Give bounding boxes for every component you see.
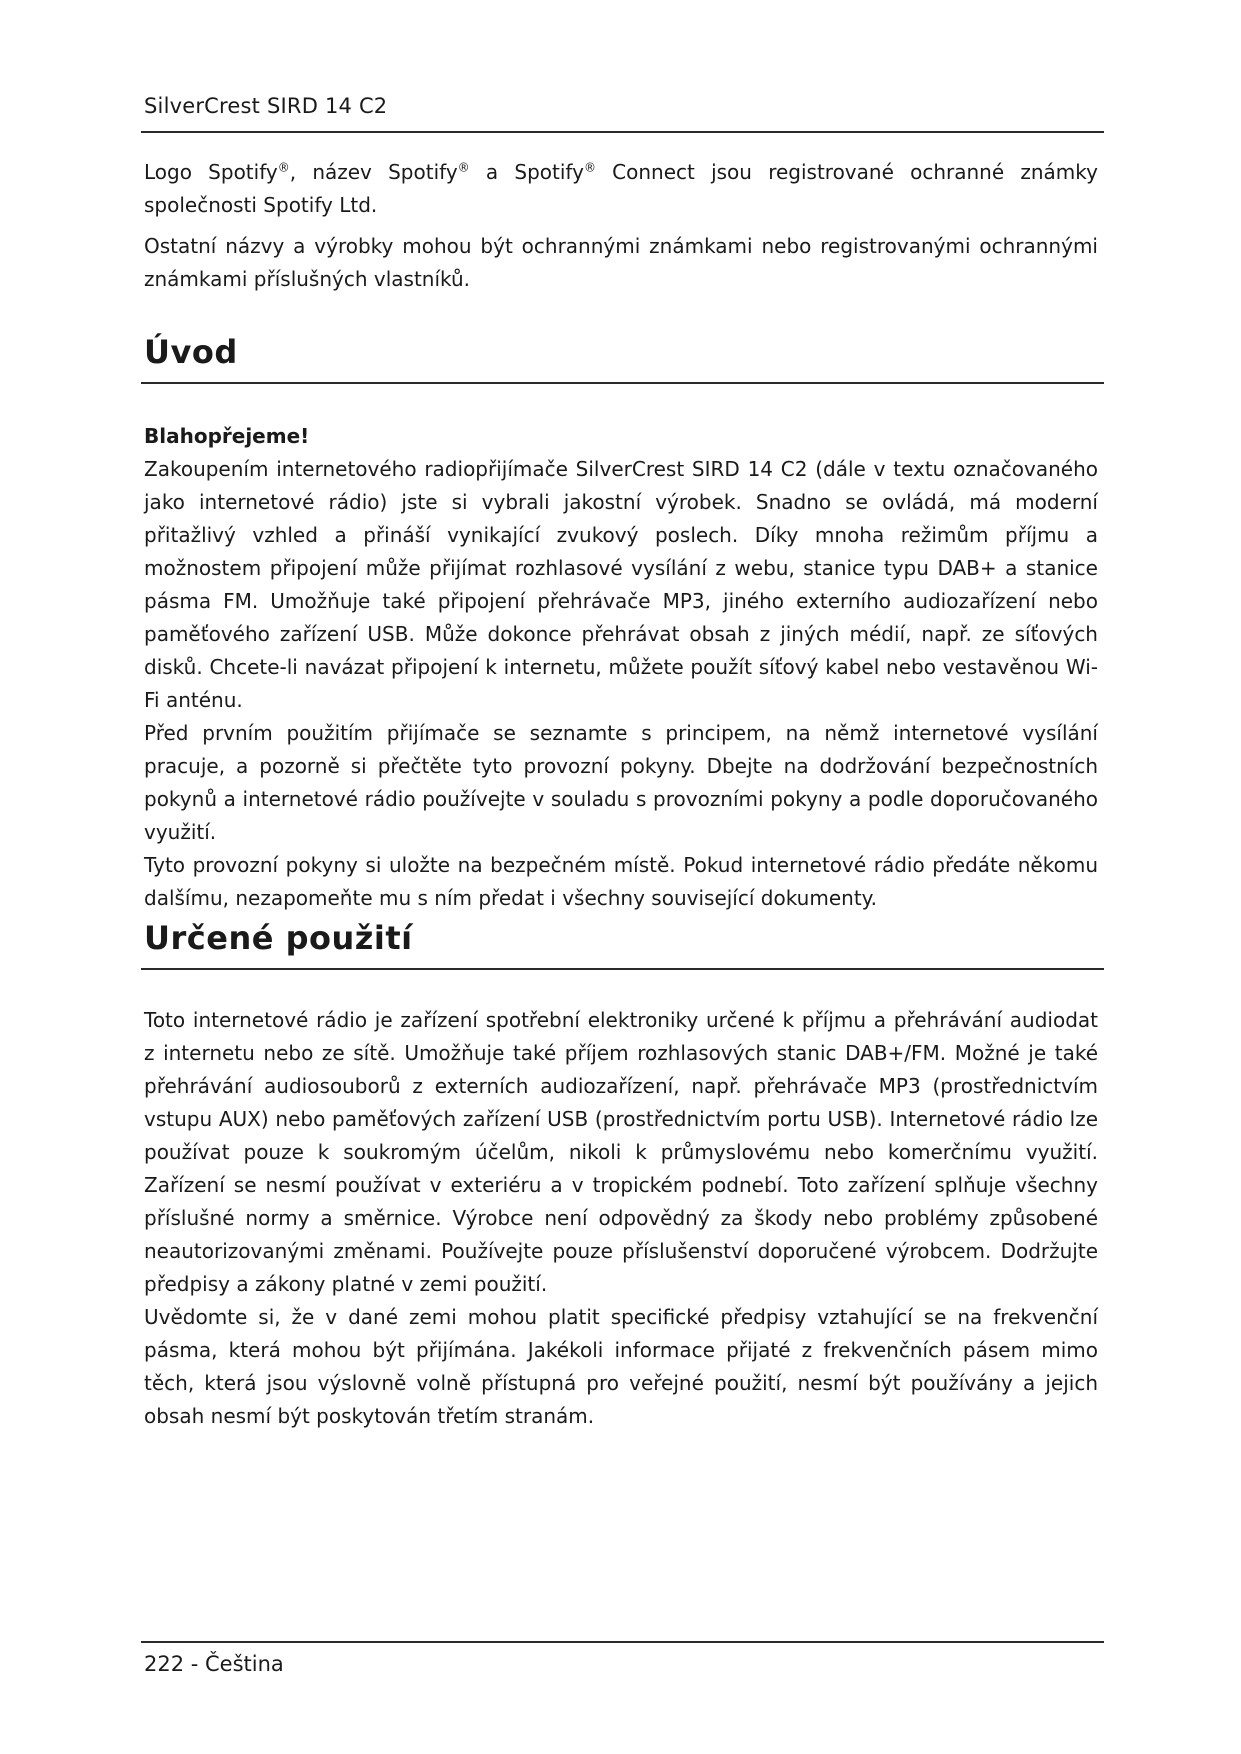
section-heading-intended-use: Určené použití xyxy=(144,919,413,957)
intended-use-paragraph-1: Toto internetové rádio je zařízení spotřební elektroniky určené k příjmu a přehrávání audiodat z internetu nebo ze sítě. Umožňuje také příjem rozhlasových stanic DAB+/FM. Možné je také přehrávání audiosouborů z externích audiozařízení, např. přehrávače MP3 (prostřednictvím vstupu AUX) nebo paměťových zařízení USB (prostřednictvím portu USB). Internetové rádio lze používat pouze k soukromým účelům, nikoli k průmyslovému nebo komerčnímu využití. Zařízení se nesmí používat v exteriéru a v tropickém podnebí. Toto zařízení splňuje všechny příslušné normy a směrnice. Výrobce není odpovědný za škody nebo problémy způsobené neautorizovanými změnami. Používejte pouze příslušenství doporučené výrobcem. Dodržujte předpisy a zákony platné v zemi použití. xyxy=(144,1008,1098,1296)
registered-mark: ® xyxy=(277,160,290,175)
intro-paragraph-2: Před prvním použitím přijímače se seznamte s principem, na němž internetové vysílání pracuje, a pozorně si přečtěte tyto provozní pokyny. Dbejte na dodržování bezpečnostních pokynů a internetové rádio používejte v souladu s provozními pokyny a podle doporučovaného využití. xyxy=(144,721,1098,844)
running-header: SilverCrest SIRD 14 C2 xyxy=(144,94,388,118)
header-divider xyxy=(141,131,1104,133)
section-divider-intended-use xyxy=(141,968,1104,970)
section-divider-intro xyxy=(141,382,1104,384)
intended-use-paragraph-2: Uvědomte si, že v dané zemi mohou platit specifické předpisy vztahující se na frekvenční pásma, která mohou být přijímána. Jakékoli informace přijaté z frekvenčních pásem mimo těch, která jsou výslovně volně přístupná pro veřejné použití, nesmí být používány a jejich obsah nesmí být poskytován třetím stranám. xyxy=(144,1305,1098,1428)
subheading-congratulations: Blahopřejeme! xyxy=(144,424,310,448)
registered-mark: ® xyxy=(583,160,596,175)
trademark-notice xyxy=(144,156,1098,296)
section-intended-use-heading-block xyxy=(144,919,1098,957)
footer-divider xyxy=(141,1641,1104,1643)
intro-paragraph-3: Tyto provozní pokyny si uložte na bezpečném místě. Pokud internetové rádio předáte někomu dalšímu, nezapomeňte mu s ním předat i všechny související dokumenty. xyxy=(144,853,1098,910)
intro-paragraph-1: Zakoupením internetového radiopřijímače SilverCrest SIRD 14 C2 (dále v textu označovaného jako internetové rádio) jste si vybrali jakostní výrobek. Snadno se ovládá, má moderní přitažlivý vzhled a přináší vynikající zvukový poslech. Díky mnoha režimům příjmu a možnostem připojení může přijímat rozhlasové vysílání z webu, stanice typu DAB+ a stanice pásma FM. Umožňuje také připojení přehrávače MP3, jiného externího audiozařízení nebo paměťového zařízení USB. Může dokonce přehrávat obsah z jiných médií, např. ze síťových disků. Chcete-li navázat připojení k internetu, můžete použít síťový kabel nebo vestavěnou Wi-Fi anténu. xyxy=(144,457,1098,712)
page-footer: 222 - Čeština xyxy=(144,1652,284,1676)
section-intended-use-body xyxy=(144,1004,1098,1433)
registered-mark: ® xyxy=(457,160,470,175)
section-heading-intro: Úvod xyxy=(144,333,238,371)
section-intro-heading-block xyxy=(144,333,1098,371)
section-intro-body xyxy=(144,420,1098,915)
trademark-paragraph-2: Ostatní názvy a výrobky mohou být ochrannými známkami nebo registrovanými ochrannými známkami příslušných vlastníků. xyxy=(144,234,1098,291)
trademark-paragraph-1: Logo Spotify®, název Spotify® a Spotify® Connect jsou registrované ochranné známky společnosti Spotify Ltd. xyxy=(144,160,1098,217)
